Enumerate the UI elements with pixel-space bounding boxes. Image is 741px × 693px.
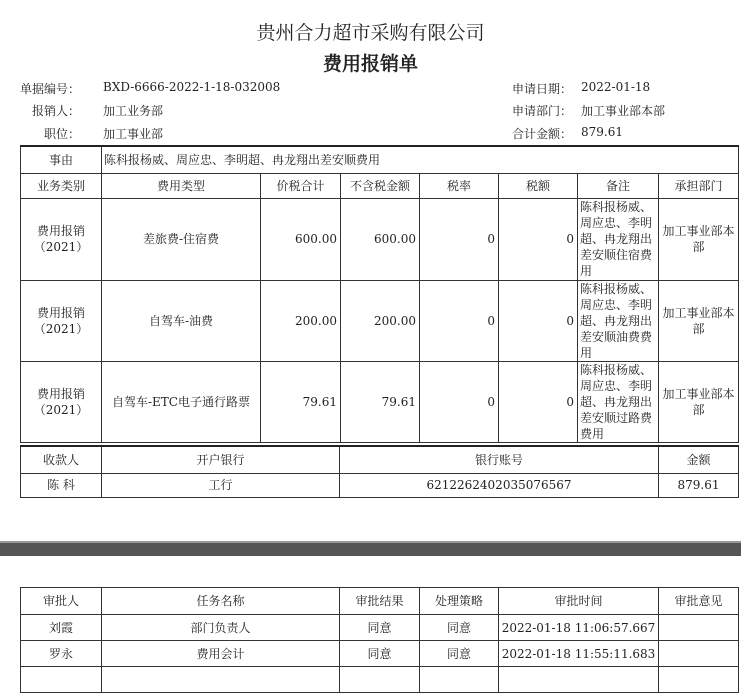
type-cell: 自驾车-油费 — [102, 280, 261, 361]
type-cell: 自驾车-ETC电子通行路票 — [102, 361, 261, 442]
header-cell: 业务类别 — [21, 173, 102, 198]
header-cell: 不含税金额 — [341, 173, 420, 198]
table-row-empty — [21, 667, 739, 693]
applicant-value: 加工业务部 — [103, 104, 164, 118]
total-cell: 600.00 — [261, 198, 341, 280]
document-title: 费用报销单 — [322, 53, 418, 75]
date-label: 申请日期： — [512, 82, 573, 96]
total-cell: 79.61 — [261, 361, 341, 442]
payee-name: 陈 科 — [21, 473, 102, 497]
table-row — [21, 473, 739, 497]
type-cell: 差旅费-住宿费 — [102, 198, 261, 280]
payee-header-row — [21, 446, 739, 473]
table-row — [21, 198, 739, 280]
expense-header-row — [21, 173, 739, 198]
tax-cell: 0 — [499, 280, 578, 361]
total-value: 879.61 — [581, 125, 623, 139]
note-cell: 陈科报杨威、周应忠、李明超、冉龙翔出差安顺住宿费用 — [578, 198, 659, 280]
note-cell: 陈科报杨威、周应忠、李明超、冉龙翔出差安顺油费费用 — [578, 280, 659, 361]
note-cell: 陈科报杨威、周应忠、李明超、冉龙翔出差安顺过路费费用 — [578, 361, 659, 442]
header-cell: 开户银行 — [102, 446, 340, 473]
approver-cell: 刘霞 — [21, 615, 102, 641]
header-cell: 审批时间 — [499, 588, 659, 615]
time-cell: 2022-01-18 11:06:57.667 — [499, 615, 659, 641]
header-cell: 费用类型 — [102, 173, 261, 198]
header-cell: 审批意见 — [659, 588, 739, 615]
opinion-cell — [659, 615, 739, 641]
dept-cell: 加工事业部本部 — [659, 361, 739, 442]
net-cell: 600.00 — [341, 198, 420, 280]
net-cell: 79.61 — [341, 361, 420, 442]
empty-cell — [499, 667, 659, 693]
header-cell: 金额 — [659, 446, 739, 473]
header-cell: 任务名称 — [102, 588, 340, 615]
table-row — [21, 615, 739, 641]
total-label: 合计金额： — [512, 127, 573, 141]
doc-no-label: 单据编号： — [20, 82, 81, 96]
total-cell: 200.00 — [261, 280, 341, 361]
approver-cell: 罗永 — [21, 641, 102, 667]
date-value: 2022-01-18 — [581, 80, 651, 94]
empty-cell — [420, 667, 499, 693]
opinion-cell — [659, 641, 739, 667]
rate-cell: 0 — [420, 361, 499, 442]
dept-cell: 加工事业部本部 — [659, 198, 739, 280]
category-cell: 费用报销（2021） — [21, 280, 102, 361]
page-divider — [0, 543, 741, 556]
net-cell: 200.00 — [341, 280, 420, 361]
task-cell: 费用会计 — [102, 641, 340, 667]
header-cell: 收款人 — [21, 446, 102, 473]
expense-table — [20, 145, 739, 443]
payee-bank: 工行 — [102, 473, 340, 497]
header-cell: 税额 — [499, 173, 578, 198]
result-cell: 同意 — [340, 615, 420, 641]
position-label: 职位： — [43, 127, 80, 141]
time-cell: 2022-01-18 11:55:11.683 — [499, 641, 659, 667]
reason-text: 陈科报杨威、周应忠、李明超、冉龙翔出差安顺费用 — [102, 146, 739, 173]
empty-cell — [21, 667, 102, 693]
payee-table — [20, 445, 739, 498]
dept-label: 申请部门： — [512, 104, 573, 118]
payee-amount: 879.61 — [659, 473, 739, 497]
reason-label: 事由 — [21, 146, 102, 173]
strategy-cell: 同意 — [420, 641, 499, 667]
approval-header-row — [21, 588, 739, 615]
result-cell: 同意 — [340, 641, 420, 667]
approval-table — [20, 587, 739, 693]
empty-cell — [659, 667, 739, 693]
payee-account: 6212262402035076567 — [340, 473, 659, 497]
company-name: 贵州合力超市采购有限公司 — [256, 22, 485, 44]
header-cell: 备注 — [578, 173, 659, 198]
header-cell: 审批人 — [21, 588, 102, 615]
task-cell: 部门负责人 — [102, 615, 340, 641]
header-cell: 审批结果 — [340, 588, 420, 615]
header-cell: 价税合计 — [261, 173, 341, 198]
tax-cell: 0 — [499, 198, 578, 280]
reason-row — [21, 146, 739, 173]
doc-no-value: BXD-6666-2022-1-18-032008 — [103, 80, 281, 94]
category-cell: 费用报销（2021） — [21, 361, 102, 442]
dept-cell: 加工事业部本部 — [659, 280, 739, 361]
header-cell: 承担部门 — [659, 173, 739, 198]
applicant-label: 报销人： — [31, 104, 80, 118]
tax-cell: 0 — [499, 361, 578, 442]
empty-cell — [340, 667, 420, 693]
table-row — [21, 280, 739, 361]
table-row — [21, 361, 739, 442]
category-cell: 费用报销（2021） — [21, 198, 102, 280]
strategy-cell: 同意 — [420, 615, 499, 641]
position-value: 加工事业部 — [103, 127, 164, 141]
table-row — [21, 641, 739, 667]
rate-cell: 0 — [420, 198, 499, 280]
header-cell: 处理策略 — [420, 588, 499, 615]
dept-value: 加工事业部本部 — [581, 104, 666, 118]
rate-cell: 0 — [420, 280, 499, 361]
empty-cell — [102, 667, 340, 693]
header-cell: 税率 — [420, 173, 499, 198]
header-cell: 银行账号 — [340, 446, 659, 473]
